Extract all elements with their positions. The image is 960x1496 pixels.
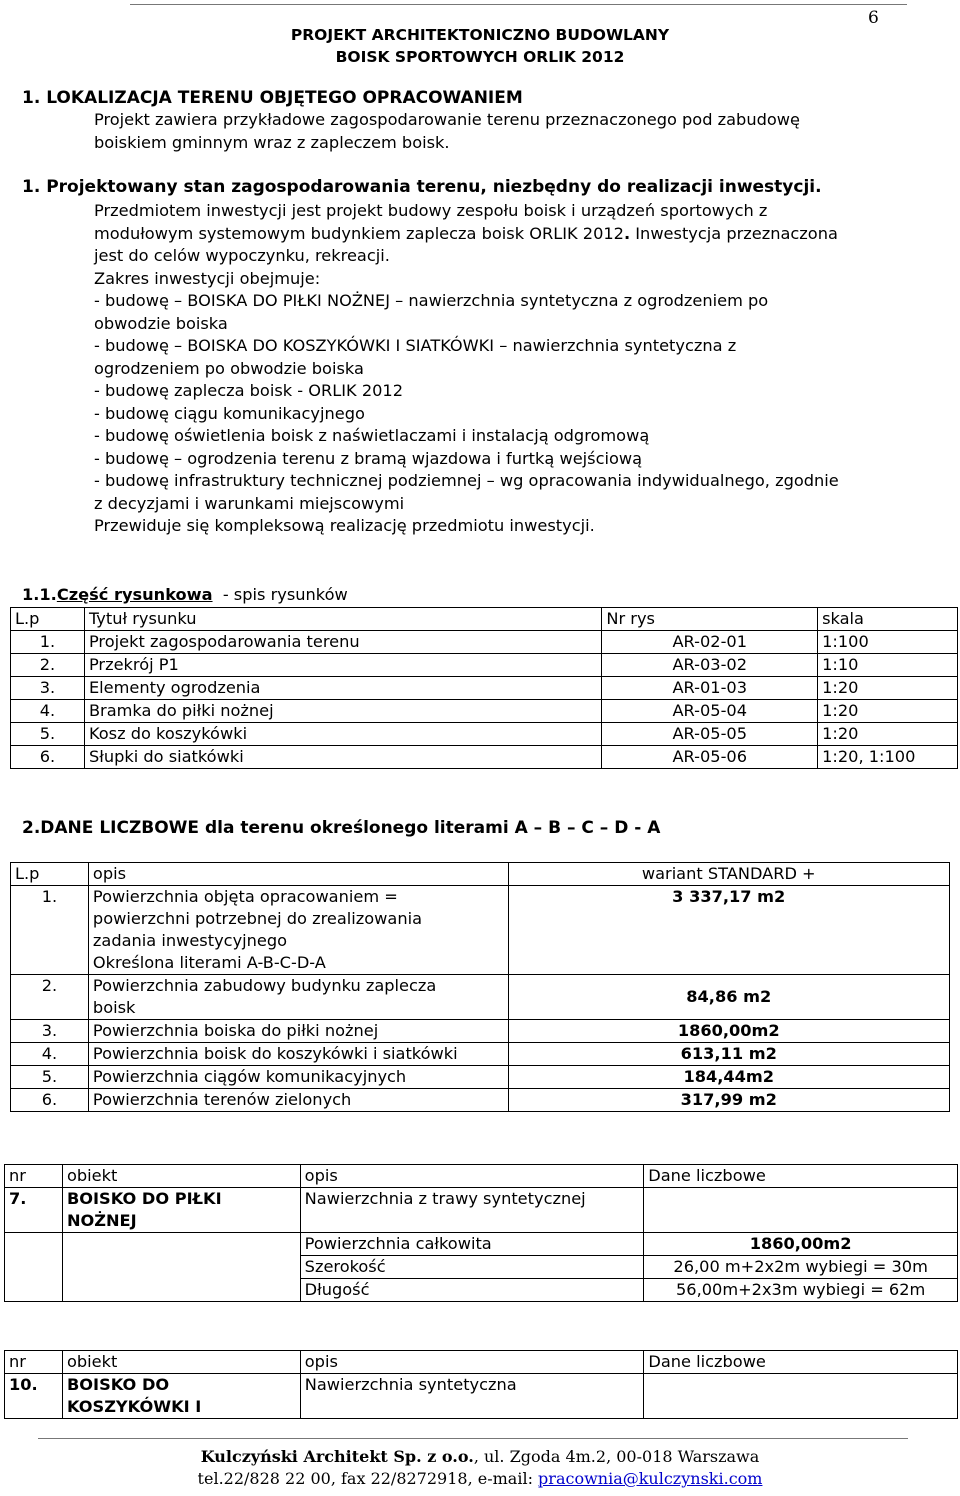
header-cell: Dane liczbowe <box>644 1165 958 1188</box>
cell: Elementy ogrodzenia <box>84 677 601 700</box>
body-line: - budowę oświetlenia boisk z naświetlaczami i instalacją odgromową <box>94 426 650 445</box>
footer-email-link[interactable]: pracownia@kulczynski.com <box>538 1469 763 1488</box>
body-line: Zakres inwestycji obejmuje: <box>94 268 321 288</box>
table-row <box>11 700 958 723</box>
cell: Bramka do piłki nożnej <box>84 700 601 723</box>
cell-line: KOSZYKÓWKI I <box>66 1397 202 1416</box>
cell: Szerokość <box>300 1256 644 1279</box>
header-cell: Tytuł rysunku <box>84 608 601 631</box>
header-cell: Nr rys <box>602 608 818 631</box>
body-line: obwodzie boiska <box>94 313 228 333</box>
cell-line: Powierzchnia zabudowy budynku zaplecza <box>92 976 437 995</box>
drawings-heading <box>22 585 348 604</box>
body-line: ogrodzeniem po obwodzie boiska <box>94 358 364 378</box>
cell-line: zadania inwestycyjnego <box>92 931 288 950</box>
table-row <box>11 631 958 654</box>
cell <box>644 1374 958 1419</box>
cell-line: powierzchni potrzebnej do zrealizowania <box>92 909 423 928</box>
cell: 6. <box>11 746 85 769</box>
drawings-heading-main: Część rysunkowa <box>56 585 213 604</box>
table-header-row <box>5 1165 958 1188</box>
cell <box>644 1188 958 1233</box>
table-row <box>11 723 958 746</box>
header-cell: skala <box>818 608 958 631</box>
cell: Przekrój P1 <box>84 654 601 677</box>
cell: 1:20 <box>818 723 958 746</box>
page-number: 6 <box>868 8 879 28</box>
cell-value: 613,11 m2 <box>508 1043 950 1066</box>
body-line: - budowę – BOISKA DO PIŁKI NOŻNEJ – nawierzchnia syntetyczna z ogrodzeniem po <box>94 291 769 310</box>
body-line: Przewiduje się kompleksową realizację przedmiotu inwestycji. <box>94 516 595 535</box>
table-header-row <box>11 608 958 631</box>
body-line: jest do celów wypoczynku, rekreacji. <box>94 246 390 265</box>
body-text-bold: . <box>623 223 631 243</box>
cell: 6. <box>11 1089 89 1112</box>
cell <box>88 975 508 1020</box>
section1-line: boiskiem gminnym wraz z zapleczem boisk. <box>94 132 450 152</box>
section2-heading: 2.DANE LICZBOWE dla terenu określonego literami A – B – C – D - A <box>22 818 661 838</box>
table-row <box>11 746 958 769</box>
cell: AR-03-02 <box>602 654 818 677</box>
body-text: Inwestycja przeznaczona <box>630 223 838 243</box>
body-line: - budowę ciągu komunikacyjnego <box>94 403 365 423</box>
cell-line: boisk <box>92 998 136 1017</box>
table-row <box>5 1374 958 1419</box>
cell-value: 56,00m+2x3m wybiegi = 62m <box>644 1279 958 1302</box>
cell-line: BOISKO DO <box>66 1375 170 1394</box>
table-row <box>11 1089 950 1112</box>
cell: 5. <box>11 1066 89 1089</box>
cell: 2. <box>11 975 89 1020</box>
cell: 1. <box>11 886 89 975</box>
cell: Projekt zagospodarowania terenu <box>84 631 601 654</box>
cell: Kosz do koszykówki <box>84 723 601 746</box>
table-header-row <box>5 1351 958 1374</box>
body-line: - budowę – BOISKA DO KOSZYKÓWKI I SIATKÓWKI – nawierzchnia syntetyczna z <box>94 336 737 355</box>
cell: 2. <box>11 654 85 677</box>
cell: Powierzchnia całkowita <box>300 1233 644 1256</box>
header-cell: Dane liczbowe <box>644 1351 958 1374</box>
body-text: modułowym systemowym budynkiem zaplecza boisk ORLIK 2012 <box>94 223 624 243</box>
cell-line: NOŻNEJ <box>66 1211 137 1230</box>
cell: 1:10 <box>818 654 958 677</box>
cell-value: 1860,00m2 <box>508 1020 950 1043</box>
cell: AR-02-01 <box>602 631 818 654</box>
footer-rule <box>38 1438 908 1439</box>
body-line <box>94 223 924 246</box>
table-row <box>11 1020 950 1043</box>
table-row <box>5 1188 958 1233</box>
body-line: z decyzjami i warunkami miejscowymi <box>94 493 405 513</box>
cell: 1:20 <box>818 700 958 723</box>
cell <box>88 886 508 975</box>
cell: Słupki do siatkówki <box>84 746 601 769</box>
header-cell: obiekt <box>62 1351 300 1374</box>
footer-address: , ul. Zgoda 4m.2, 00-018 Warszawa <box>473 1447 760 1466</box>
footer-company: Kulczyński Architekt Sp. z o.o. <box>200 1447 474 1466</box>
cell-object <box>62 1374 300 1419</box>
numbers-table <box>10 862 950 1112</box>
cell: 4. <box>11 1043 89 1066</box>
header-cell: nr <box>5 1351 63 1374</box>
header-cell: nr <box>5 1165 63 1188</box>
cell-value: 184,44m2 <box>508 1066 950 1089</box>
table-row <box>11 1066 950 1089</box>
cell-value: 26,00 m+2x2m wybiegi = 30m <box>644 1256 958 1279</box>
header-cell: opis <box>88 863 508 886</box>
section1-heading: 1. LOKALIZACJA TERENU OBJĘTEGO OPRACOWANIEM <box>22 88 523 108</box>
object10-table <box>4 1350 958 1419</box>
cell: 1:20, 1:100 <box>818 746 958 769</box>
cell: Powierzchnia terenów zielonych <box>88 1089 508 1112</box>
section1a-body <box>94 200 924 538</box>
cell: Długość <box>300 1279 644 1302</box>
table-row <box>11 975 950 1020</box>
header-cell: opis <box>300 1351 644 1374</box>
cell: 1. <box>11 631 85 654</box>
cell-value: 1860,00m2 <box>644 1233 958 1256</box>
cell-object <box>62 1188 300 1233</box>
cell: 1:20 <box>818 677 958 700</box>
table-row <box>11 677 958 700</box>
cell: Powierzchnia boisk do koszykówki i siatkówki <box>88 1043 508 1066</box>
body-line: - budowę zaplecza boisk - ORLIK 2012 <box>94 381 404 400</box>
header-cell: opis <box>300 1165 644 1188</box>
cell: AR-05-04 <box>602 700 818 723</box>
body-line: - budowę infrastruktury technicznej podziemnej – wg opracowania indywidualnego, zgodnie <box>94 471 839 490</box>
cell-line: Określona literami A-B-C-D-A <box>92 953 326 972</box>
header-cell: L.p <box>11 863 89 886</box>
section1-line: Projekt zawiera przykładowe zagospodarowanie terenu przeznaczonego pod zabudowę <box>94 110 800 129</box>
cell: 3. <box>11 677 85 700</box>
header-title-line1: PROJEKT ARCHITEKTONICZNO BUDOWLANY <box>290 26 670 44</box>
cell <box>5 1233 63 1302</box>
table-row <box>11 886 950 975</box>
cell-value: 84,86 m2 <box>508 975 950 1020</box>
section1a-heading: 1. Projektowany stan zagospodarowania terenu, niezbędny do realizacji inwestycji. <box>22 177 822 197</box>
drawings-heading-num: 1.1. <box>22 585 57 604</box>
cell-value: 317,99 m2 <box>508 1089 950 1112</box>
cell: AR-01-03 <box>602 677 818 700</box>
table-header-row <box>11 863 950 886</box>
table-row <box>11 1043 950 1066</box>
table-row <box>11 654 958 677</box>
cell: Powierzchnia ciągów komunikacyjnych <box>88 1066 508 1089</box>
footer-line1 <box>0 1446 960 1468</box>
header-cell: obiekt <box>62 1165 300 1188</box>
cell: 1:100 <box>818 631 958 654</box>
cell: 4. <box>11 700 85 723</box>
drawings-heading-rest: - spis rysunków <box>212 585 348 604</box>
cell-line: Powierzchnia objęta opracowaniem = <box>92 887 398 906</box>
cell: Nawierzchnia syntetyczna <box>300 1374 644 1419</box>
body-line: - budowę – ogrodzenia terenu z bramą wjazdowa i furtką wejściową <box>94 448 643 468</box>
footer-contact: tel.22/828 22 00, fax 22/8272918, e-mail: <box>197 1469 539 1488</box>
header-rule <box>130 4 907 5</box>
cell-value: 3 337,17 m2 <box>508 886 950 975</box>
cell: AR-05-05 <box>602 723 818 746</box>
cell-line: BOISKO DO PIŁKI <box>66 1189 222 1208</box>
object7-table <box>4 1164 958 1302</box>
cell <box>62 1233 300 1302</box>
header-title-line2: BOISK SPORTOWYCH ORLIK 2012 <box>335 48 625 66</box>
cell-nr: 10. <box>5 1374 63 1419</box>
cell: Powierzchnia boiska do piłki nożnej <box>88 1020 508 1043</box>
drawings-table <box>10 607 958 769</box>
cell-nr: 7. <box>5 1188 63 1233</box>
body-line: Przedmiotem inwestycji jest projekt budowy zespołu boisk i urządzeń sportowych z <box>94 201 768 220</box>
footer-line2 <box>0 1468 960 1490</box>
section1-body <box>94 109 924 154</box>
table-row <box>5 1233 958 1256</box>
header-cell: wariant STANDARD + <box>508 863 950 886</box>
cell: AR-05-06 <box>602 746 818 769</box>
cell: 3. <box>11 1020 89 1043</box>
header-cell: L.p <box>11 608 85 631</box>
cell: 5. <box>11 723 85 746</box>
cell: Nawierzchnia z trawy syntetycznej <box>300 1188 644 1233</box>
